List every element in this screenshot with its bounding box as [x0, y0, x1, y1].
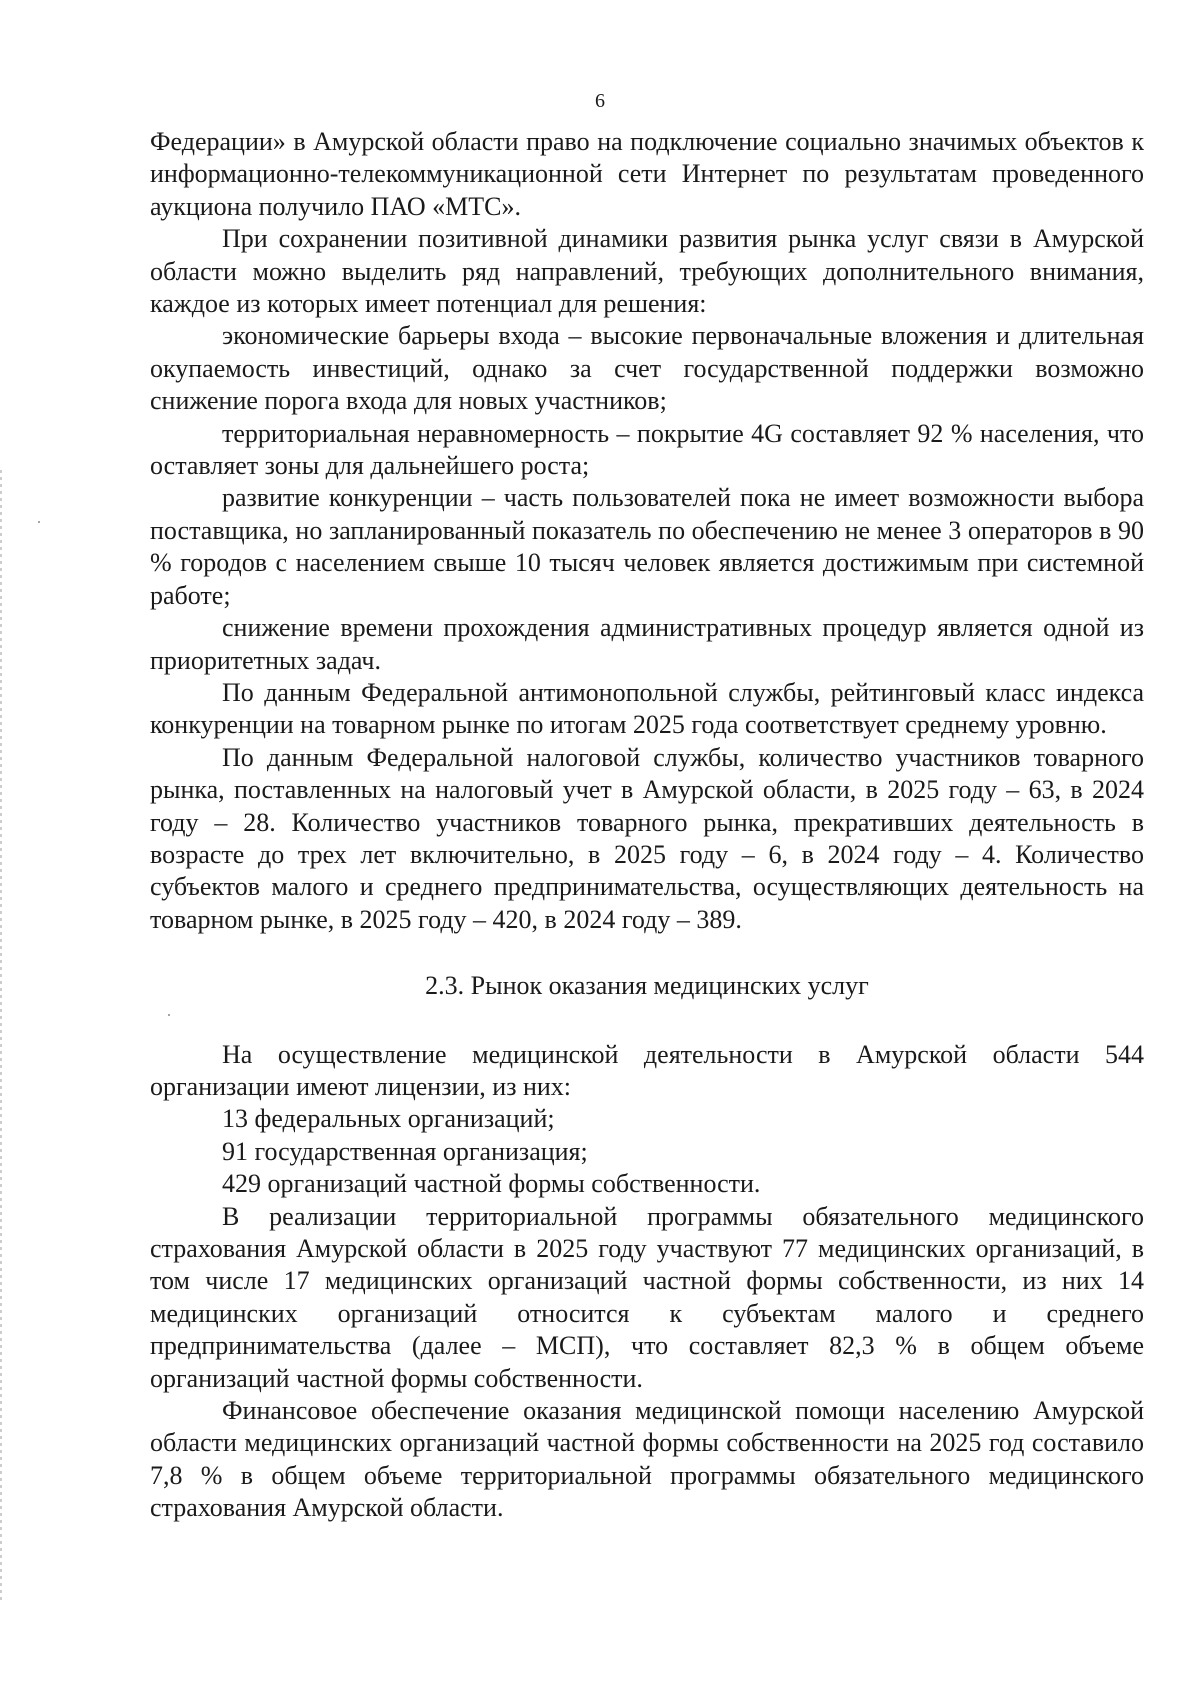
paragraph-economic-barriers: экономические барьеры входа – высокие первоначальные вложения и длительная окупаемость инвестиций, однако за счет государственной поддержки возможно снижение порога входа для новых участников; — [150, 321, 1144, 416]
paragraph-financial-support: Финансовое обеспечение оказания медицинской помощи населению Амурской области медицинских организаций частной формы собственности на 2025 год составило 7,8 % в общем объеме территориальной программы обязательного медицинского страхования Амурской области. — [150, 1396, 1144, 1523]
paragraph-territorial-unevenness: территориальная неравномерность – покрытие 4G составляет 92 % населения, что оставляет зоны для дальнейшего роста; — [150, 418, 1144, 481]
list-item-private: 429 организаций частной формы собственности. — [222, 1169, 761, 1199]
paragraph-tax-service: По данным Федеральной налоговой службы, количество участников товарного рынка, поставленных на налоговый учет в Амурской области, в 2025 году – 63, в 2024 году – 28. Количество участников товарного рынка, прекративших деятельность в возрасте до трех лет включительно, в 2025 году – 6, в 2024 году – 4. Количество субъектов малого и среднего предпринимательства, осуществляющих деятельность на товарном рынке, в 2025 году – 420, в 2024 году – 389. — [150, 742, 1144, 934]
document-body — [150, 126, 1144, 1525]
page-number: 6 — [595, 90, 605, 112]
section-heading: 2.3. Рынок оказания медицинских услуг — [425, 971, 869, 1001]
scan-speck — [38, 521, 40, 523]
scan-edge-artifact — [0, 470, 2, 1600]
paragraph-competition-development: развитие конкуренции – часть пользователей пока не имеет возможности выбора поставщика, но запланированный показатель по обеспечению не менее 3 операторов в 90 % городов с населением свыше 10 тысяч человек является достижимым при системной работе; — [150, 483, 1144, 610]
paragraph-continuation: Федерации» в Амурской области право на подключение социально значимых объектов к информационно-телекоммуникационной сети Интернет по результатам проведенного аукциона получило ПАО «МТС». — [150, 127, 1144, 221]
paragraph-territorial-program: В реализации территориальной программы обязательного медицинского страхования Амурской области в 2025 году участвуют 77 медицинских организаций, в том числе 17 медицинских организаций частной формы собственности, из них 14 медицинских организаций относится к субъектам малого и среднего предпринимательства (далее – МСП), что составляет 82,3 % в общем объеме организаций частной формы собственности. — [150, 1201, 1144, 1393]
paragraph-medical-licenses: На осуществление медицинской деятельности в Амурской области 544 организации имеют лицензии, из них: — [150, 1039, 1144, 1101]
paragraph-administrative-procedures: снижение времени прохождения административных процедур является одной из приоритетных задач. — [150, 613, 1144, 675]
list-item-state: 91 государственная организация; — [222, 1136, 588, 1166]
list-item-federal: 13 федеральных организаций; — [222, 1104, 555, 1134]
paragraph-directions-intro: При сохранении позитивной динамики развития рынка услуг связи в Амурской области можно выделить ряд направлений, требующих дополнительного внимания, каждое из которых имеет потенциал для решения: — [150, 224, 1144, 319]
paragraph-antimonopoly-service: По данным Федеральной антимонопольной службы, рейтинговый класс индекса конкуренции на товарном рынке по итогам 2025 года соответствует среднему уровню. — [150, 677, 1144, 740]
